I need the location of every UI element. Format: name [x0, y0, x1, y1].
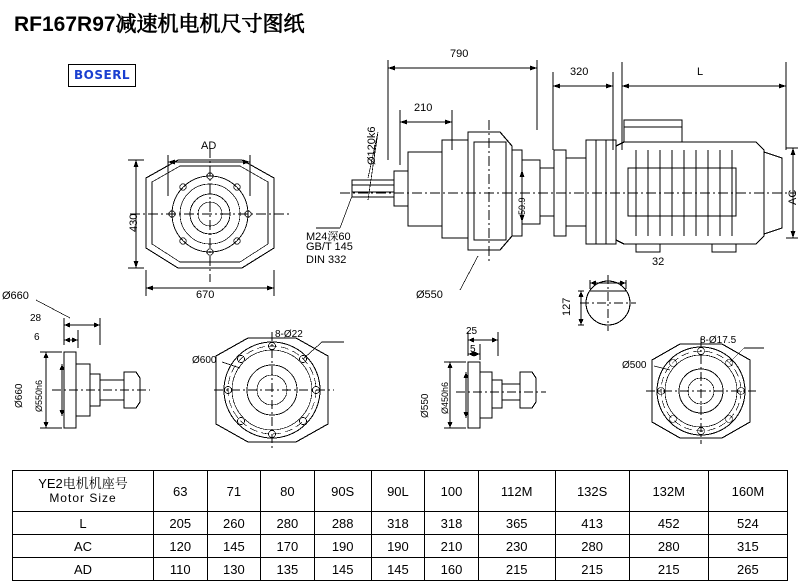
table-header-row: [13, 471, 788, 512]
dim-label-430: 430: [128, 213, 140, 232]
dim-label-28: 28: [30, 313, 42, 324]
table-cell: 110: [154, 558, 208, 581]
dim-label-32: 32: [652, 256, 665, 268]
dim-label-dia500: Ø500: [622, 360, 647, 371]
dim-label-ad: AD: [201, 140, 217, 152]
dim-label-L: L: [697, 66, 704, 78]
dim-label-dia660-left: Ø660: [2, 290, 29, 302]
table-row-label: L: [13, 512, 154, 535]
table-header-cell: 63: [154, 471, 208, 512]
table-cell: 145: [371, 558, 425, 581]
dim-label-dia120k6: Ø120k6: [366, 126, 378, 165]
table-header-cell: 160M: [708, 471, 787, 512]
dim-label-ac: AC: [787, 189, 799, 205]
dim-label-8xd22: 8-Ø22: [275, 329, 303, 340]
page-title: RF167R97减速机电机尺寸图纸: [14, 13, 305, 36]
table-cell: 365: [478, 512, 555, 535]
dim-label-127: 127: [561, 297, 573, 316]
note-m24: M24深60: [306, 231, 351, 243]
table-header-cell: 80: [261, 471, 315, 512]
table-cell: 413: [555, 512, 629, 535]
dim-label-dia550: Ø550: [420, 393, 431, 418]
table-row-label: AD: [13, 558, 154, 581]
dim-label-670: 670: [196, 289, 215, 301]
table-cell: 524: [708, 512, 787, 535]
table-header-cell: 132M: [629, 471, 708, 512]
dim-label-25: 25: [466, 326, 478, 337]
dim-label-dia550-top: Ø550: [416, 289, 443, 301]
table-cell: 170: [261, 535, 315, 558]
table-header-label-cn: YE2电机机座号: [38, 476, 128, 491]
table-cell: 288: [314, 512, 371, 535]
table-cell: 190: [314, 535, 371, 558]
table-cell: 210: [425, 535, 479, 558]
note-din332: DIN 332: [306, 254, 347, 266]
table-cell: 205: [154, 512, 208, 535]
dim-label-8xd17-5: 8-Ø17.5: [700, 335, 737, 346]
table-cell: 280: [555, 535, 629, 558]
table-header-label: [13, 471, 154, 512]
table-header-cell: 112M: [478, 471, 555, 512]
table-cell: 280: [261, 512, 315, 535]
table-cell: 318: [371, 512, 425, 535]
table-header-cell: 90S: [314, 471, 371, 512]
table-header-cell: 100: [425, 471, 479, 512]
table-cell: 145: [314, 558, 371, 581]
table-header-cell: 71: [207, 471, 261, 512]
dim-label-dia660: Ø660: [14, 383, 25, 408]
table-cell: 135: [261, 558, 315, 581]
dim-label-59-9: 59.9: [517, 197, 527, 215]
dim-label-dia600: Ø600: [192, 355, 217, 366]
table-cell: 215: [555, 558, 629, 581]
table-cell: 315: [708, 535, 787, 558]
table-cell: 160: [425, 558, 479, 581]
dim-label-320: 320: [570, 66, 589, 78]
table-cell: 280: [629, 535, 708, 558]
table-cell: 265: [708, 558, 787, 581]
dim-label-dia450h6: Ø450h6: [440, 381, 450, 414]
dim-label-210: 210: [414, 102, 433, 114]
table-cell: 215: [478, 558, 555, 581]
table-cell: 215: [629, 558, 708, 581]
table-cell: 145: [207, 535, 261, 558]
table-cell: 190: [371, 535, 425, 558]
table-cell: 120: [154, 535, 208, 558]
dim-label-790: 790: [450, 48, 469, 60]
dim-label-dia550h6: Ø550h6: [34, 379, 44, 412]
table-row: [13, 535, 788, 558]
table-cell: 452: [629, 512, 708, 535]
table-cell: 230: [478, 535, 555, 558]
table-row: [13, 558, 788, 581]
table-row-label: AC: [13, 535, 154, 558]
table-header-cell: 132S: [555, 471, 629, 512]
dim-label-5: 5: [470, 344, 476, 355]
note-gbt145: GB/T 145: [306, 241, 353, 253]
motor-size-table: [12, 470, 788, 581]
brand-logo-text: BOSERL: [74, 68, 131, 82]
table-cell: 130: [207, 558, 261, 581]
table-row: [13, 512, 788, 535]
dim-label-6: 6: [34, 332, 40, 343]
table-header-cell: 90L: [371, 471, 425, 512]
table-header-label-en: Motor Size: [49, 491, 117, 505]
table-cell: 318: [425, 512, 479, 535]
table-cell: 260: [207, 512, 261, 535]
